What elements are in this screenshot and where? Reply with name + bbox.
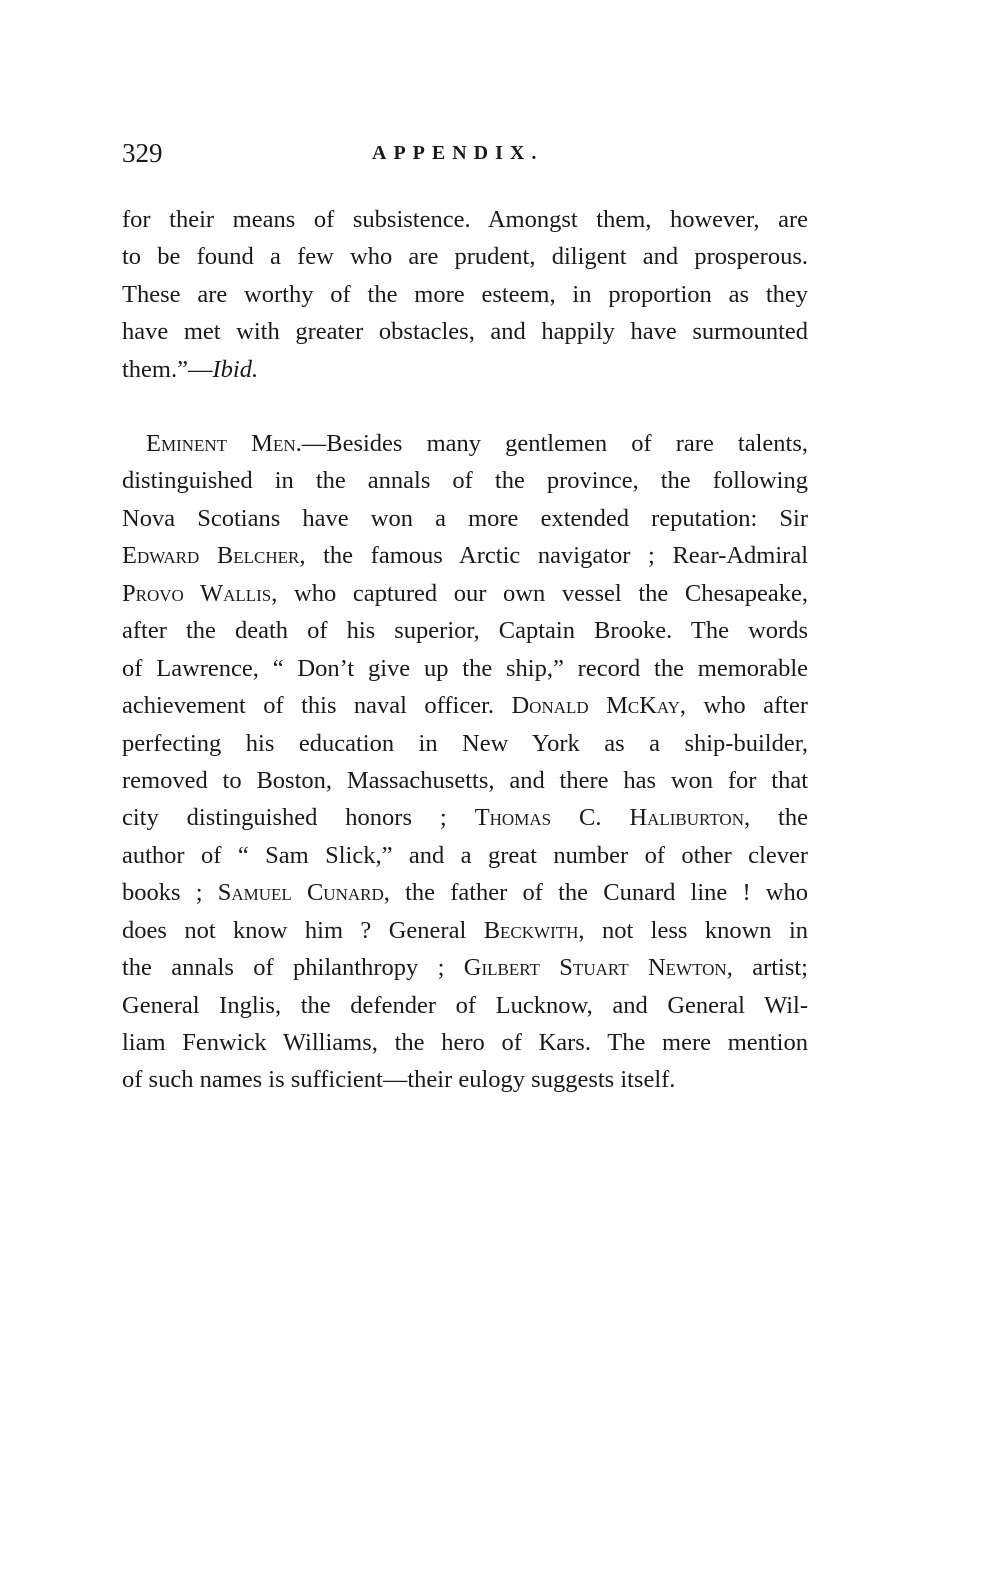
running-title: APPENDIX. (372, 142, 544, 164)
small-caps-name: Eminent Men. (146, 430, 302, 457)
text-run: have met with greater obstacles, and happily have surmounted (122, 318, 808, 346)
text-run: them.”— (122, 355, 213, 383)
text-line (122, 650, 808, 687)
paragraph-ibid-quote (122, 201, 808, 388)
text-run: author of “ Sam Slick,” and a great number of other clever (122, 841, 808, 869)
text-run: the annals of philanthropy ; (122, 954, 464, 982)
text-run: after the death of his superior, Captain Brooke. The words (122, 617, 808, 645)
text-line (122, 987, 808, 1024)
small-caps-name: Gilbert Stuart Newton (463, 954, 727, 982)
text-line (122, 537, 808, 574)
small-caps-name: Thomas C. Haliburton (474, 804, 744, 832)
text-run: of such names is sufficient—their eulogy suggests itself. (122, 1066, 676, 1094)
text-line (122, 912, 808, 949)
text-run: city distinguished honors ; (122, 804, 475, 832)
text-run: , not less known in (578, 916, 809, 944)
text-run: —Besides many gentlemen of rare talents, (301, 430, 809, 457)
small-caps-name: Samuel Cunard (217, 879, 384, 907)
small-caps-name: Edward Belcher (122, 542, 300, 570)
text-run: liam Fenwick Williams, the hero of Kars. The mere mention (122, 1029, 808, 1056)
paragraph-eminent-men (122, 425, 808, 1099)
italic-citation: Ibid. (212, 355, 259, 383)
text-line (122, 874, 808, 911)
text-line (122, 1024, 808, 1061)
text-line (122, 1061, 808, 1098)
text-run: General Inglis, the defender of Lucknow, and General Wil- (122, 991, 808, 1019)
text-run: , the father of the Cunard line ! who (383, 879, 808, 907)
text-line (122, 276, 808, 313)
text-line (122, 238, 808, 275)
text-line (122, 201, 808, 238)
text-run: , the (743, 804, 808, 832)
text-run: , who after (679, 692, 808, 720)
text-line (122, 500, 808, 537)
text-run: Nova Scotians have won a more extended reputation: Sir (122, 504, 808, 532)
text-run: does not know him ? General (122, 916, 484, 944)
text-line (122, 313, 808, 350)
text-run: , the famous Arctic navigator ; Rear-Admiral (299, 542, 809, 570)
text-line (122, 425, 808, 462)
text-line (122, 612, 808, 649)
text-line (122, 762, 808, 799)
text-run: distinguished in the annals of the province, the following (122, 467, 808, 495)
text-line (122, 837, 808, 874)
text-run: These are worthy of the more esteem, in proportion as they (122, 280, 808, 308)
text-run: , who captured our own vessel the Chesapeake, (271, 579, 809, 607)
text-run: removed to Boston, Massachusetts, and there has won for that (122, 766, 808, 794)
text-line (122, 462, 808, 499)
text-line (122, 799, 808, 836)
small-caps-name: Provo Wallis (122, 579, 272, 607)
text-line (122, 351, 808, 388)
text-run: of Lawrence, “ Don’t give up the ship,” record the memorable (122, 654, 808, 682)
text-line (122, 687, 808, 724)
text-line (122, 949, 808, 986)
small-caps-name: Beckwith (483, 916, 579, 944)
text-run: perfecting his education in New York as a ship-builder, (122, 729, 808, 757)
text-run: to be found a few who are prudent, diligent and prosperous. (122, 243, 808, 271)
text-run: for their means of subsistence. Amongst them, however, are (122, 206, 808, 233)
text-run: achievement of this naval officer. (122, 692, 512, 720)
text-line (122, 575, 808, 612)
text-line (122, 725, 808, 762)
page-number: 329 (122, 138, 163, 168)
text-run: books ; (122, 879, 218, 907)
text-run: , artist; (726, 954, 808, 982)
small-caps-name: Donald McKay (511, 692, 680, 720)
